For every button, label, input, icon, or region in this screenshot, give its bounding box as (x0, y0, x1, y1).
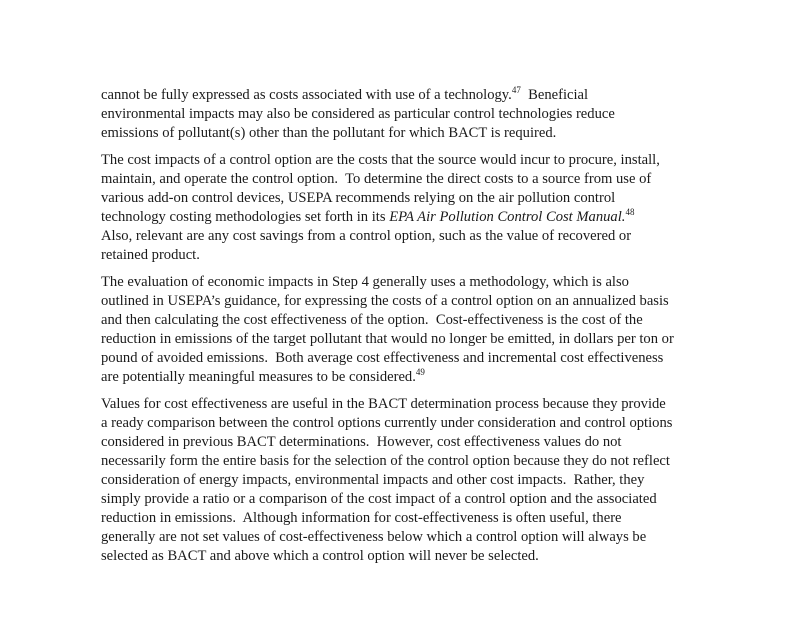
footnote-ref-47: 47 (511, 85, 521, 96)
text-line: various add-on control devices, USEPA recommends relying on the air pollution control (101, 190, 616, 206)
text-line: retained product. (101, 247, 200, 263)
text-line: reduction in emissions of the target pollutant that would no longer be emitted, in dollars per ton or (101, 331, 674, 347)
text-line: The evaluation of economic impacts in Step 4 generally uses a methodology, which is also (101, 274, 629, 290)
text-line: Values for cost effectiveness are useful in the BACT determination process because they provide (101, 396, 666, 412)
text-line: simply provide a ratio or a comparison of the cost impact of a control option and the associated (101, 491, 657, 507)
text-line: reduction in emissions. Although information for cost-effectiveness is often useful, there (101, 510, 622, 526)
footnote-ref-48: 48 (625, 207, 635, 218)
text-line: cannot be fully expressed as costs associated with use of a technology.$^{47}$ Beneficial (101, 85, 589, 103)
text-line: environmental impacts may also be considered as particular control technologies reduce (101, 106, 615, 122)
paragraph-3 (101, 273, 721, 387)
text-line: maintain, and operate the control option. To determine the direct costs to a source from use of (101, 171, 652, 187)
text-line: necessarily form the entire basis for the selection of the control option because they do not reflect (101, 453, 670, 469)
text-line: emissions of pollutant(s) other than the pollutant for which BACT is required. (101, 125, 557, 141)
paragraph-2 (101, 151, 721, 265)
document-page (101, 86, 721, 574)
text-line: considered in previous BACT determinations. However, cost effectiveness values do not (101, 434, 622, 450)
text-line: The cost impacts of a control option are the costs that the source would incur to procure, install, (101, 152, 660, 168)
text-line: technology costing methodologies set forth in its EPA Air Pollution Control Cost Manual.$^{48}$ (101, 207, 635, 225)
text-line: a ready comparison between the control options currently under consideration and control options (101, 415, 673, 431)
paragraph-1 (101, 86, 721, 143)
text-line: outlined in USEPA’s guidance, for expressing the costs of a control option on an annualized basis (101, 293, 669, 309)
text-line: and then calculating the cost effectiveness of the option. Cost-effectiveness is the cost of the (101, 312, 643, 328)
text-line: Also, relevant are any cost savings from a control option, such as the value of recovered or (101, 228, 632, 244)
text-line: pound of avoided emissions. Both average cost effectiveness and incremental cost effectiveness (101, 350, 664, 366)
text-line: generally are not set values of cost-effectiveness below which a control option will always be (101, 529, 647, 545)
footnote-ref-49: 49 (415, 367, 425, 378)
cost-manual-title: EPA Air Pollution Control Cost Manual. (389, 209, 626, 225)
text-line: consideration of energy impacts, environmental impacts and other cost impacts. Rather, they (101, 472, 645, 488)
text-line: selected as BACT and above which a control option will never be selected. (101, 548, 539, 564)
paragraph-4 (101, 395, 721, 566)
text-line: are potentially meaningful measures to be considered.$^{49}$ (101, 367, 425, 385)
